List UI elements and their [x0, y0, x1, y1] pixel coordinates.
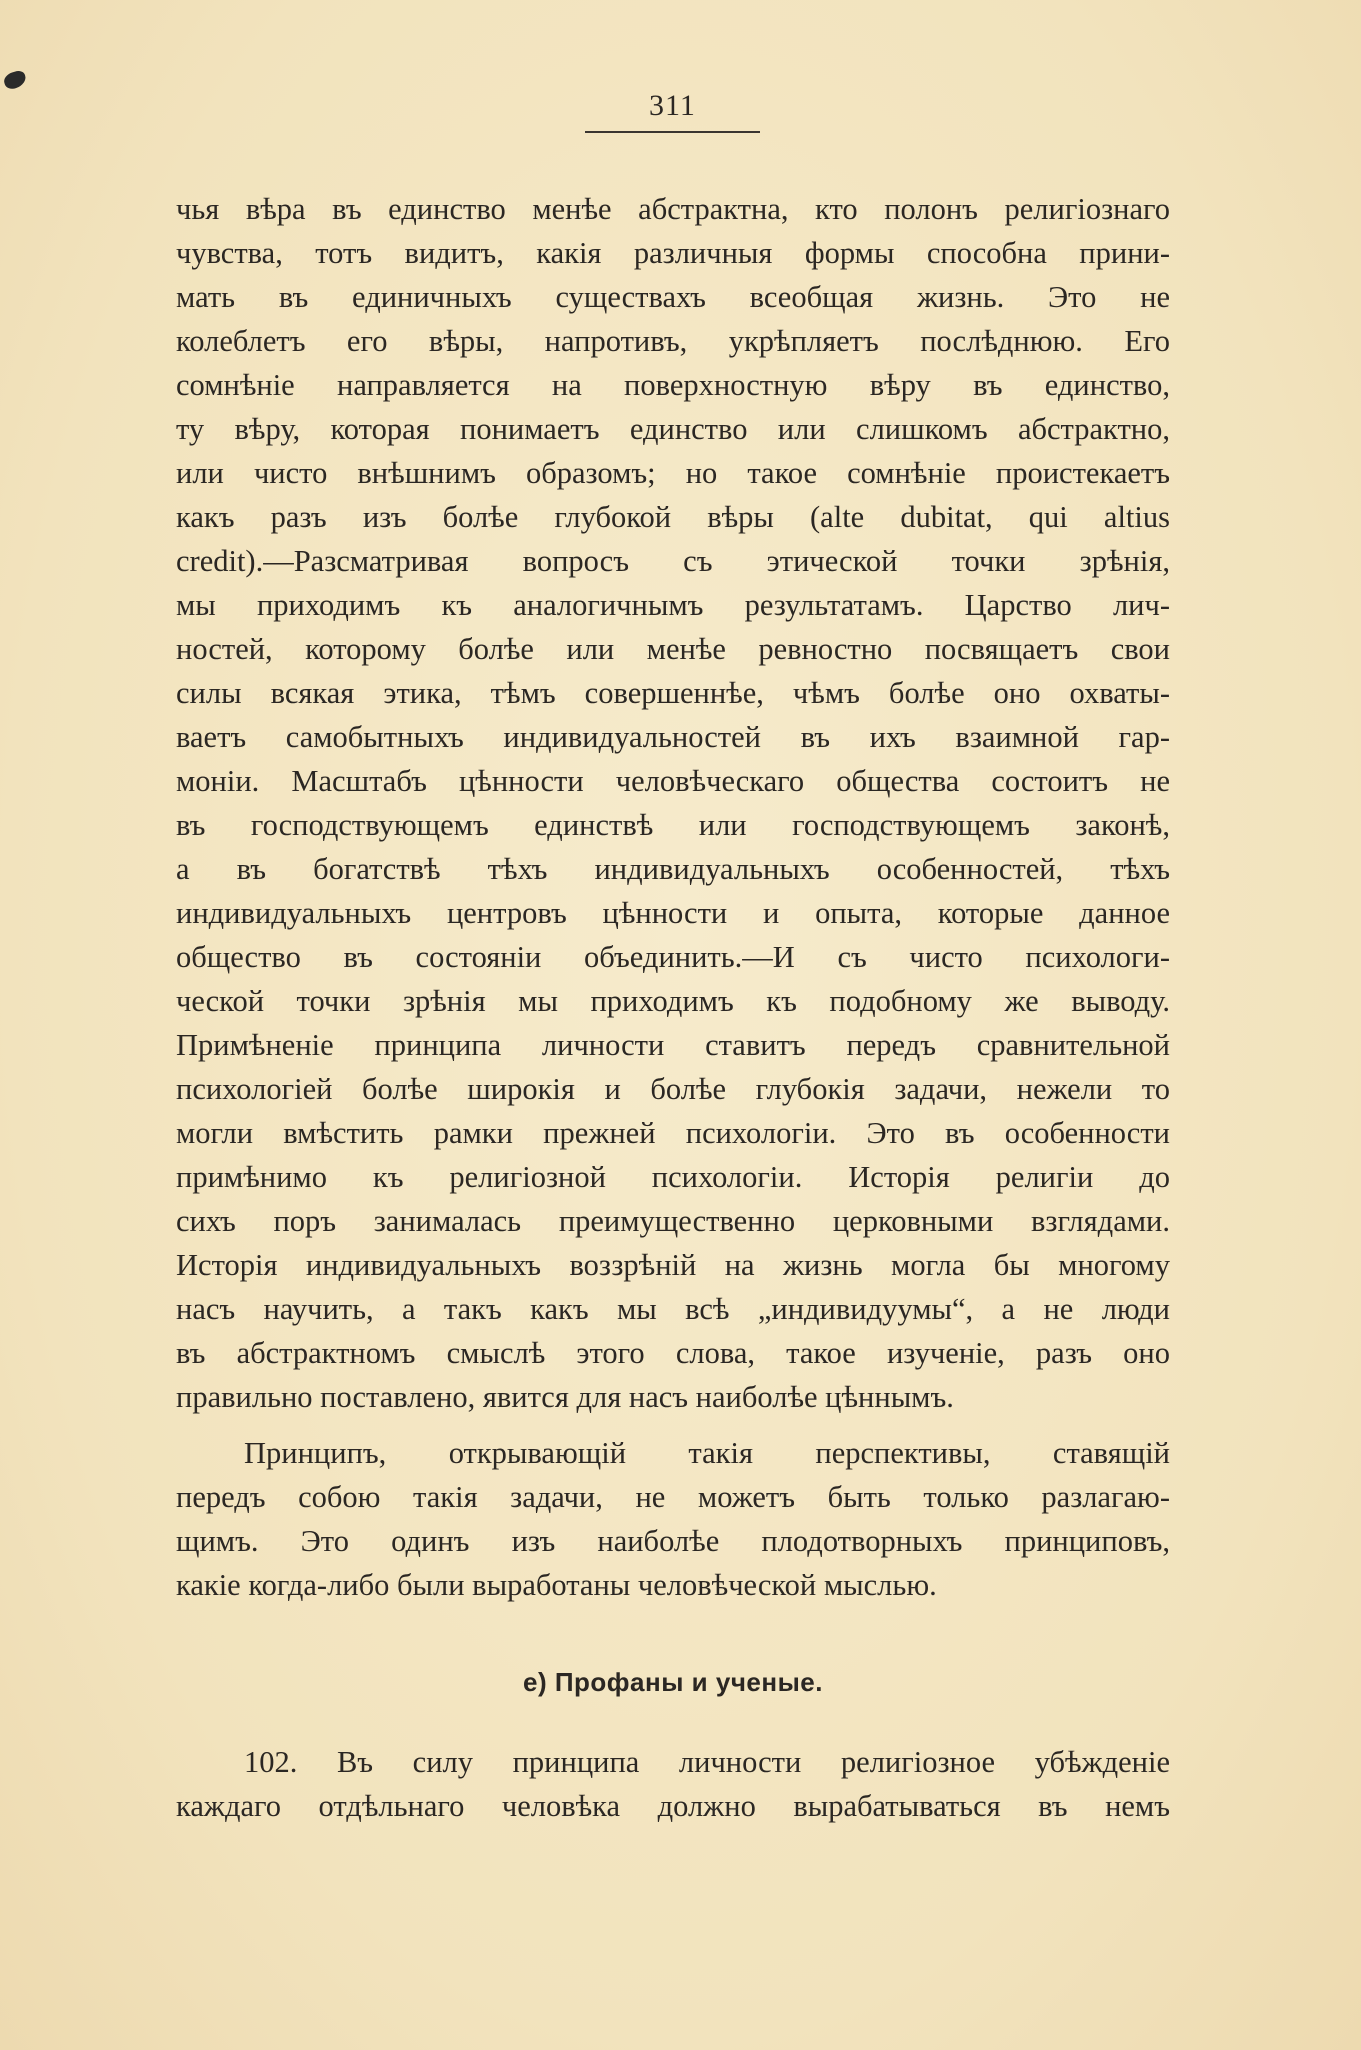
text-line: общество въ состояніи объединить.—И съ чисто психологи- [176, 940, 1170, 974]
text-line: Исторія индивидуальныхъ воззрѣній на жизнь могла бы многому [176, 1248, 1170, 1282]
text-line: чья вѣра въ единство менѣе абстрактна, кто полонъ религіознаго [176, 192, 1170, 226]
text-line: силы всякая этика, тѣмъ совершеннѣе, чѣмъ болѣе оно охваты- [176, 676, 1170, 710]
text-line: сомнѣніе направляется на поверхностную вѣру въ единство, [176, 368, 1170, 402]
text-line: а въ богатствѣ тѣхъ индивидуальныхъ особенностей, тѣхъ [176, 852, 1170, 886]
text-line: или чисто внѣшнимъ образомъ; но такое сомнѣніе проистекаетъ [176, 456, 1170, 490]
text-line: правильно поставлено, явится для насъ наиболѣе цѣннымъ. [176, 1380, 954, 1414]
text-line: чувства, тотъ видитъ, какія различныя формы способна прини- [176, 236, 1170, 270]
text-line: въ господствующемъ единствѣ или господствующемъ законѣ, [176, 808, 1170, 842]
text-line: сихъ поръ занималась преимущественно церковными взглядами. [176, 1204, 1170, 1238]
text-line: ностей, которому болѣе или менѣе ревностно посвящаетъ свои [176, 632, 1170, 666]
page-number: 311 [649, 89, 696, 122]
text-line: credit).—Разсматривая вопросъ съ этической точки зрѣнія, [176, 544, 1170, 578]
text-line: колеблетъ его вѣры, напротивъ, укрѣпляетъ послѣднюю. Его [176, 324, 1170, 358]
text-line: мать въ единичныхъ существахъ всеобщая жизнь. Это не [176, 280, 1170, 314]
text-line: щимъ. Это одинъ изъ наиболѣе плодотворныхъ принциповъ, [176, 1524, 1170, 1558]
text-line: каждаго отдѣльнаго человѣка должно вырабатываться въ немъ [176, 1789, 1170, 1823]
text-line: Принципъ, открывающій такія перспективы, ставящій [244, 1436, 1170, 1470]
header-rule [585, 131, 760, 133]
paragraph-1 [176, 187, 1170, 1419]
text-line: моніи. Масштабъ цѣнности человѣческаго общества состоитъ не [176, 764, 1170, 798]
text-line: въ абстрактномъ смыслѣ этого слова, такое изученіе, разъ оно [176, 1336, 1170, 1370]
text-line: насъ научить, а такъ какъ мы всѣ „индивидуумы“, а не люди [176, 1292, 1170, 1326]
text-line: психологіей болѣе широкія и болѣе глубокія задачи, нежели то [176, 1072, 1170, 1106]
text-line: ту вѣру, которая понимаетъ единство или слишкомъ абстрактно, [176, 412, 1170, 446]
text-line: могли вмѣстить рамки прежней психологіи. Это въ особенности [176, 1116, 1170, 1150]
text-line: Примѣненіе принципа личности ставитъ передъ сравнительной [176, 1028, 1170, 1062]
paragraph-2 [176, 1431, 1170, 1607]
text-line: передъ собою такія задачи, не можетъ быть только разлагаю- [176, 1480, 1170, 1514]
text-line: 102. Въ силу принципа личности религіозное убѣжденіе [244, 1745, 1170, 1779]
text-line: индивидуальныхъ центровъ цѣнности и опыта, которые данное [176, 896, 1170, 930]
text-line: ваетъ самобытныхъ индивидуальностей въ ихъ взаимной гар- [176, 720, 1170, 754]
text-line: примѣнимо къ религіозной психологіи. Исторія религіи до [176, 1160, 1170, 1194]
section-heading: e) Профаны и ученые. [523, 1667, 823, 1697]
text-line: мы приходимъ къ аналогичнымъ результатамъ. Царство лич- [176, 588, 1170, 622]
text-line: какіе когда-либо были выработаны человѣческой мыслью. [176, 1568, 937, 1602]
text-line: какъ разъ изъ болѣе глубокой вѣры (alte dubitat, qui altius [176, 500, 1170, 534]
text-line: ческой точки зрѣнія мы приходимъ къ подобному же выводу. [176, 984, 1170, 1018]
paragraph-102 [176, 1740, 1170, 1828]
ink-blot [2, 69, 28, 91]
